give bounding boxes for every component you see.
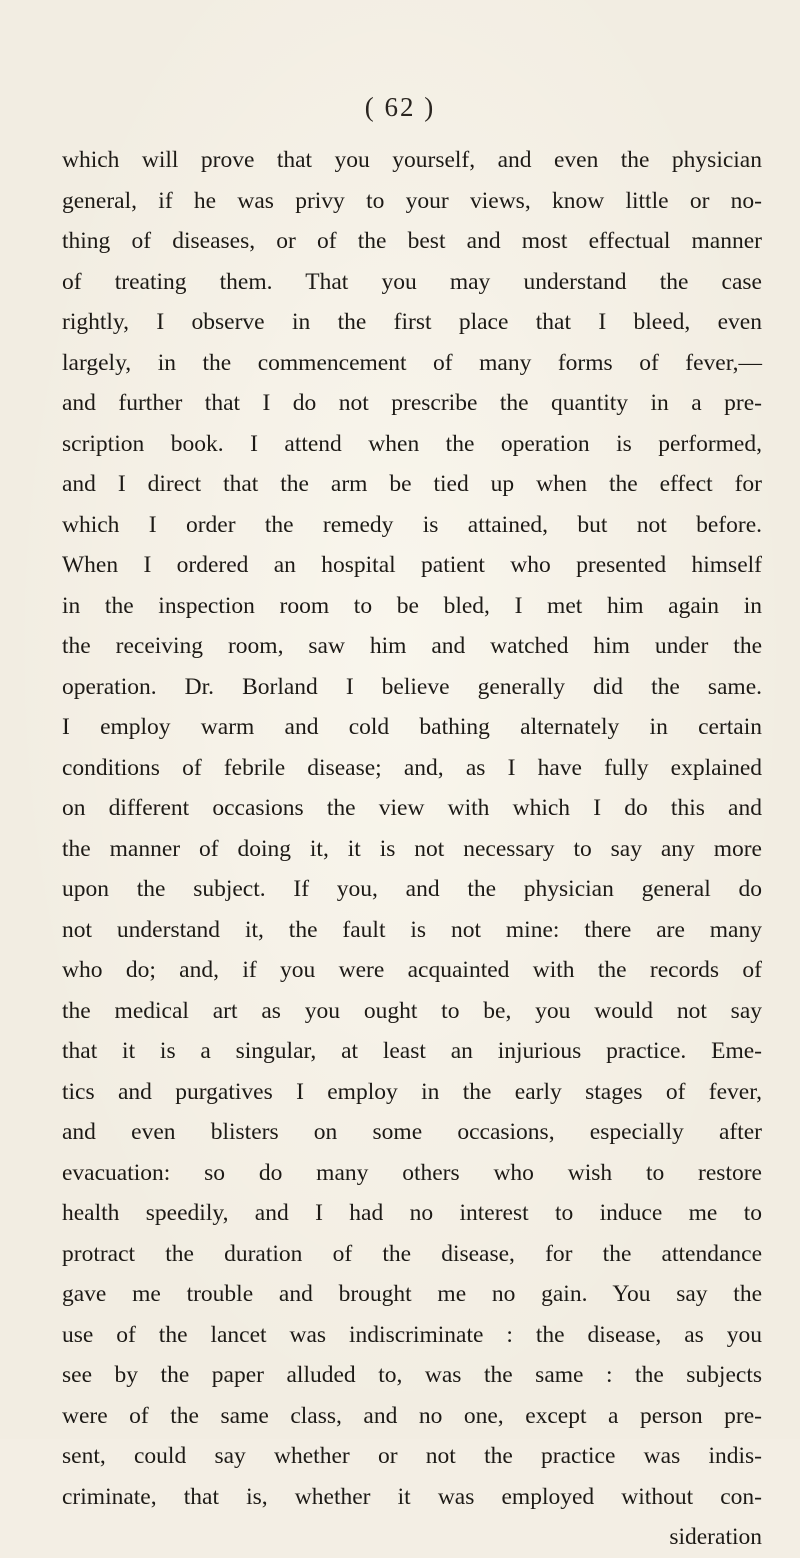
text-line: not understand it, the fault is not mine: there are many [62, 916, 762, 943]
text-line: largely, in the commencement of many forms of fever,— [62, 349, 762, 376]
text-line: sideration [669, 1524, 762, 1550]
text-line: conditions of febrile disease; and, as I have fully explained [62, 754, 762, 781]
text-line: in the inspection room to be bled, I met him again in [62, 592, 762, 619]
text-line: use of the lancet was indiscriminate : the disease, as you [62, 1321, 762, 1348]
text-line: scription book. I attend when the operation is performed, [62, 430, 762, 457]
text-line: the manner of doing it, it is not necessary to say any more [62, 835, 762, 862]
text-line: which I order the remedy is attained, but not before. [62, 511, 762, 538]
text-line: thing of diseases, or of the best and most effectual manner [62, 228, 762, 254]
text-line: operation. Dr. Borland I believe generally did the same. [62, 673, 762, 700]
text-line: and even blisters on some occasions, especially after [62, 1119, 762, 1145]
text-line: health speedily, and I had no interest to induce me to [62, 1200, 762, 1226]
text-line: rightly, I observe in the first place that I bleed, even [62, 309, 762, 335]
text-line: and further that I do not prescribe the quantity in a pre- [62, 390, 762, 416]
text-line: the receiving room, saw him and watched him under the [62, 633, 762, 659]
text-line: evacuation: so do many others who wish to restore [62, 1159, 762, 1186]
text-line: who do; and, if you were acquainted with the records of [62, 957, 762, 983]
page-number: ( 62 ) [364, 92, 436, 122]
text-line: on different occasions the view with which I do this and [62, 795, 762, 821]
text-line: of treating them. That you may understand the case [62, 268, 762, 295]
text-line: the medical art as you ought to be, you would not say [62, 997, 762, 1024]
text-line: that it is a singular, at least an injurious practice. Eme- [62, 1038, 762, 1064]
text-line: tics and purgatives I employ in the early stages of fever, [62, 1078, 762, 1105]
text-line: sent, could say whether or not the practice was indis- [62, 1443, 762, 1469]
text-line: and I direct that the arm be tied up when the effect for [62, 471, 762, 497]
text-line: criminate, that is, whether it was employed without con- [62, 1483, 762, 1510]
text-line: I employ warm and cold bathing alternately in certain [62, 714, 762, 740]
text-line: gave me trouble and brought me no gain. You say the [62, 1281, 762, 1307]
text-line: see by the paper alluded to, was the same : the subjects [62, 1362, 762, 1388]
text-line: were of the same class, and no one, except a person pre- [62, 1402, 762, 1429]
text-line: general, if he was privy to your views, know little or no- [62, 187, 762, 214]
text-line: which will prove that you yourself, and even the physician [62, 147, 762, 173]
text-line: protract the duration of the disease, for the attendance [62, 1240, 762, 1267]
body-text [62, 140, 762, 1558]
text-line: When I ordered an hospital patient who presented himself [62, 552, 762, 578]
text-line: upon the subject. If you, and the physician general do [62, 876, 762, 902]
